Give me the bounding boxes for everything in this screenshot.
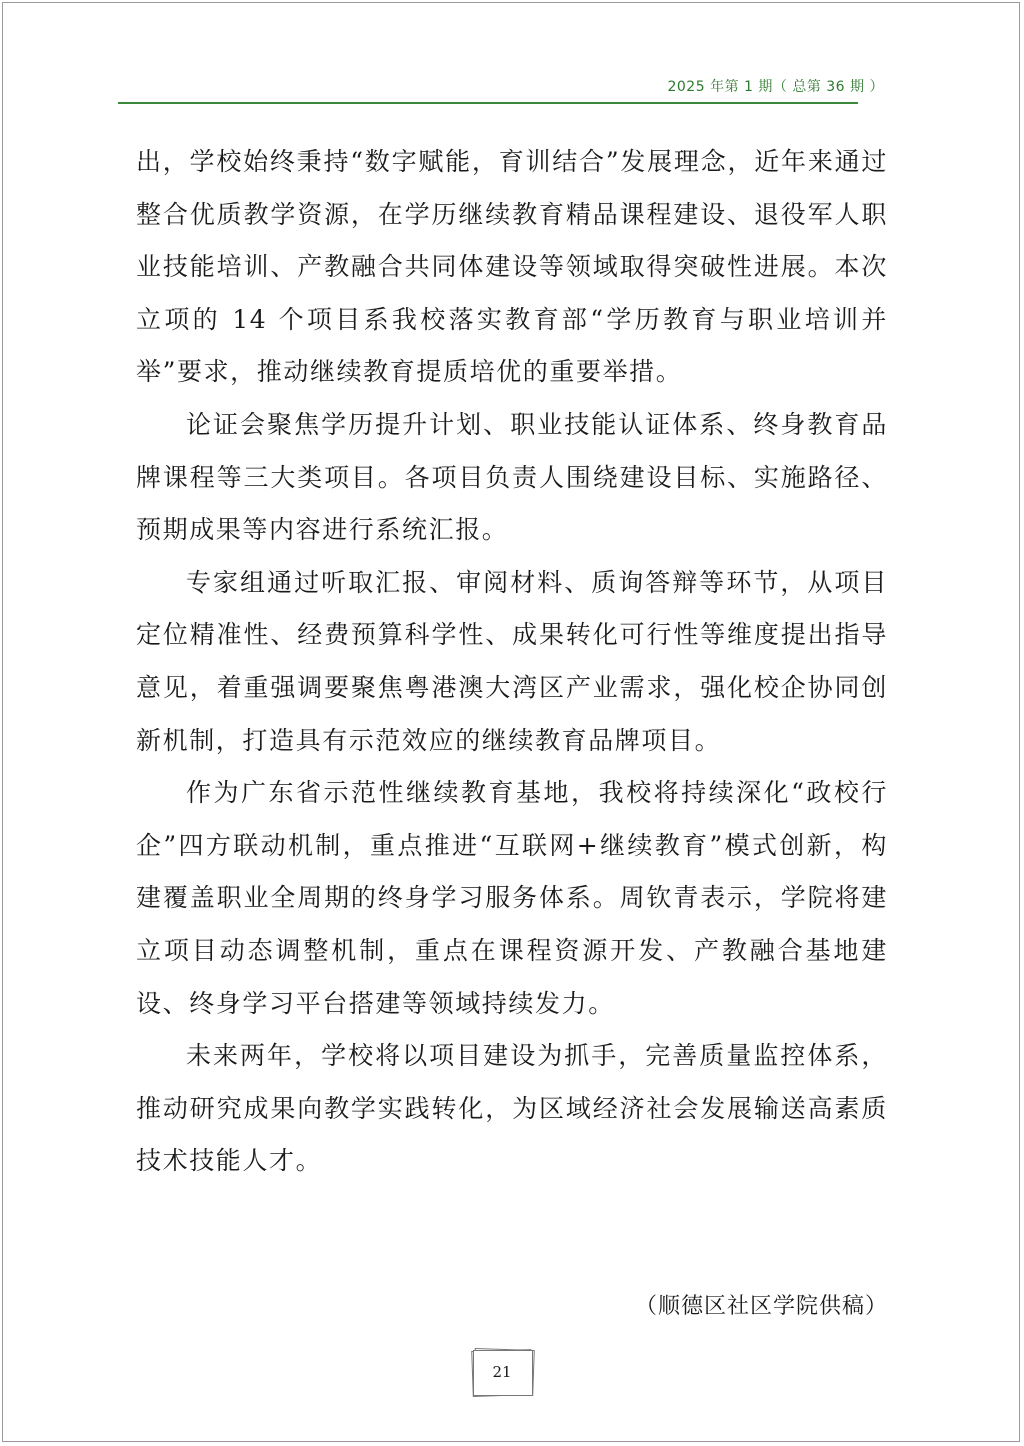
article-paragraph: 专家组通过听取汇报、审阅材料、质询答辩等环节，从项目定位精准性、经费预算科学性、成果转化可行性等维度提出指导意见，着重强调要聚焦粤港澳大湾区产业需求，强化校企协同创新机制，打造具有示范效应的继续教育品牌项目。 <box>136 567 888 755</box>
source-credit: （顺德区社区学院供稿） <box>634 1294 888 1319</box>
article-paragraph: 未来两年，学校将以项目建设为抓手，完善质量监控体系，推动研究成果向教学实践转化，为区域经济社会发展输送高素质技术技能人才。 <box>136 1041 888 1176</box>
header-divider <box>118 102 858 104</box>
page-number: 21 <box>492 1363 512 1381</box>
page-number-badge <box>472 1346 534 1398</box>
article-paragraph: 作为广东省示范性继续教育基地，我校将持续深化“政校行企”四方联动机制，重点推进“互联网+继续教育”模式创新，构建覆盖职业全周期的终身学习服务体系。周钦青表示，学院将建立项目动态调整机制，重点在课程资源开发、产教融合基地建设、终身学习平台搭建等领域持续发力。 <box>136 778 888 1018</box>
issue-header: 2025 年第 1 期（ 总第 36 期 ） <box>667 79 884 95</box>
article-paragraph: 论证会聚焦学历提升计划、职业技能认证体系、终身教育品牌课程等三大类项目。各项目负责人围绕建设目标、实施路径、预期成果等内容进行系统汇报。 <box>136 409 888 545</box>
article-body <box>136 136 888 1188</box>
article-paragraph: 出，学校始终秉持“数字赋能，育训结合”发展理念，近年来通过整合优质教学资源，在学历继续教育精品课程建设、退役军人职业技能培训、产教融合共同体建设等领域取得突破性进展。本次立项的 14 个项目系我校落实教育部“学历教育与职业培训并举”要求，推动继续教育提质培优的重要举措。 <box>136 147 888 387</box>
